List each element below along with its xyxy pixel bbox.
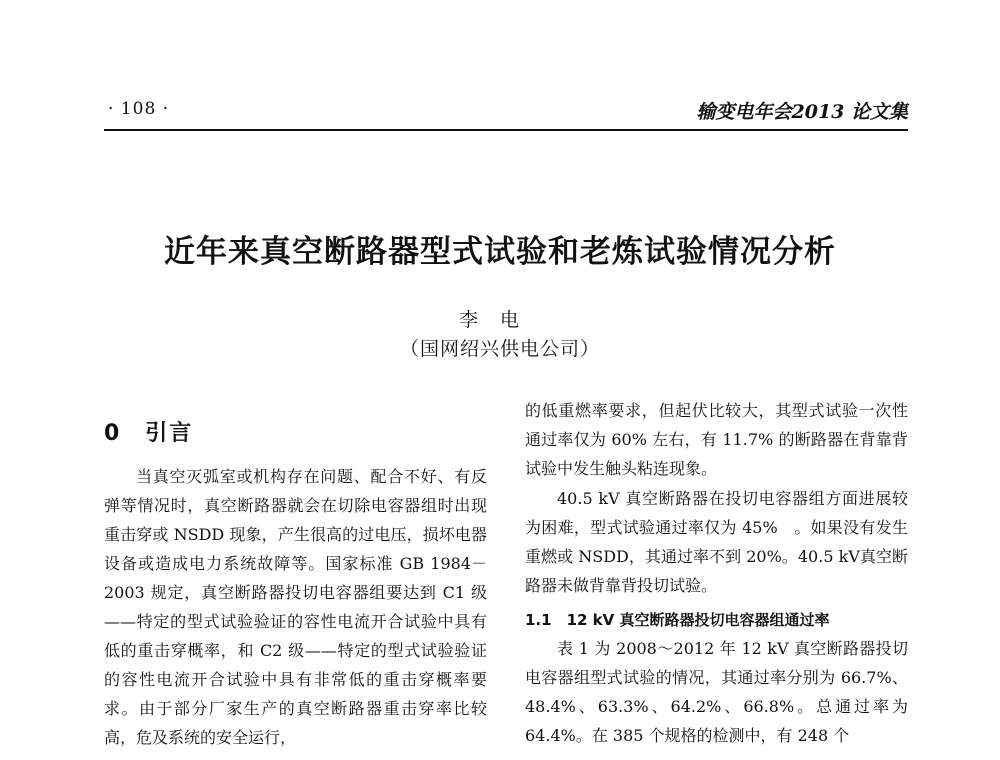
subsection-heading-1-1: 1.1 12 kV 真空断路器投切电容器组通过率: [525, 611, 830, 629]
affiliation: （国网绍兴供电公司）: [399, 338, 600, 360]
page-number: · 108 ·: [108, 99, 170, 119]
intro-paragraph: 当真空灭弧室或机构存在问题、配合不好、有反弹等情况时，真空断路器就会在切除电容器组时出现重击穿或 NSDD 现象，产生很高的过电压，损坏电器设备或造成电力系统故障等。国家标准 GB 1984－2003 规定，真空断路器投切电容器组要达到 C1 级——特定的型式试验验证的容性电流开合试验中具有低的重击穿概率，和 C2 级——特定的型式试验验证的容性电流开合试验中具有非常低的重击穿概率要求。由于部分厂家生产的真空断路器重击穿率比较高，危及系统的安全运行，: [104, 467, 487, 747]
right-paragraph-table-1: 表 1 为 2008～2012 年 12 kV 真空断路器投切电容器组型式试验的情况，其通过率分别为 66.7%、48.4%、63.3%、64.2%、66.8%。总通过率为 64.4%。在 385 个规格的检测中，有 248 个: [525, 639, 908, 745]
right-paragraph-40kv: 40.5 kV 真空断路器在投切电容器组方面进展较为困难，型式试验通过率仅为 45% 。如果没有发生重燃或 NSDD，其通过率不到 20%。40.5 kV真空断路器未做背靠背投切试验。: [525, 489, 908, 595]
journal-title: 输变电年会2013 论文集: [696, 101, 908, 123]
paper-title: 近年来真空断路器型式试验和老炼试验情况分析: [164, 234, 836, 270]
right-paragraph-continuation: 的低重燃率要求，但起伏比较大，其型式试验一次性通过率仅为 60% 左右，有 11.7% 的断路器在背靠背试验中发生触头粘连现象。: [525, 401, 908, 478]
header-rule: [104, 129, 908, 131]
section-heading-introduction: 0 引言: [104, 421, 194, 446]
author: 李电: [458, 309, 541, 331]
